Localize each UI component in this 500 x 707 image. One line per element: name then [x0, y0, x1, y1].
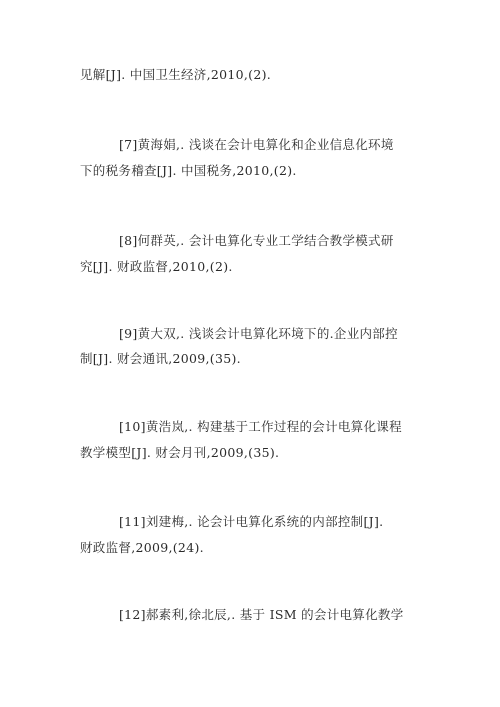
reference-7-line-2: 下的税务稽查[J]. 中国税务,2010,(2). — [80, 163, 297, 178]
reference-11-line-2: 财政监督,2009,(24). — [80, 540, 204, 555]
reference-9-line-1: [9]黄大双,. 浅谈会计电算化环境下的.企业内部控 — [119, 326, 398, 341]
reference-10-line-1: [10]黄浩岚,. 构建基于工作过程的会计电算化课程 — [119, 419, 402, 434]
reference-7-line-1: [7]黄海娟,. 浅谈在会计电算化和企业信息化环境 — [119, 137, 394, 152]
reference-8-line-2: 究[J]. 财政监督,2010,(2). — [80, 259, 233, 274]
reference-11-line-1: [11]刘建梅,. 论会计电算化系统的内部控制[J]. — [119, 514, 384, 529]
reference-8-line-1: [8]何群英,. 会计电算化专业工学结合教学模式研 — [119, 233, 394, 248]
reference-10-line-2: 教学模型[J]. 财会月刊,2009,(35). — [80, 445, 280, 460]
reference-9-line-2: 制[J]. 财会通讯,2009,(35). — [80, 351, 241, 366]
reference-6-continuation: 见解[J]. 中国卫生经济,2010,(2). — [80, 67, 272, 82]
reference-12-line-1: [12]郝素利,徐北辰,. 基于 ISM 的会计电算化教学 — [119, 607, 404, 622]
